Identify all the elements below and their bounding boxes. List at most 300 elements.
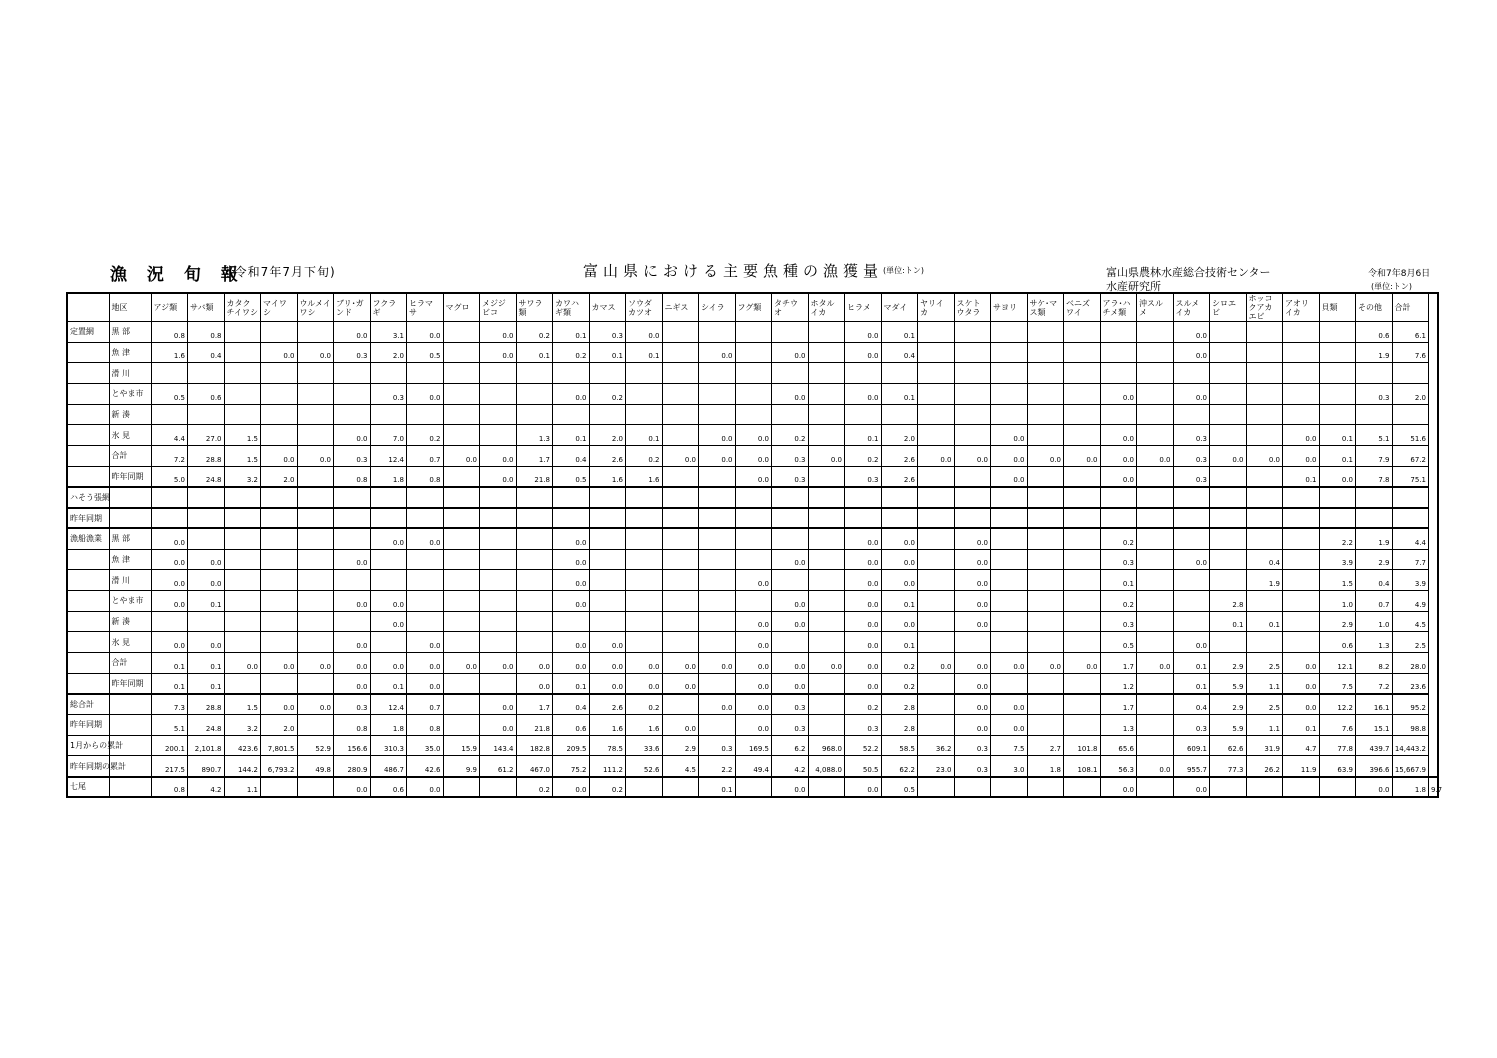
row-section-label: [67, 590, 109, 611]
column-header: 貝類: [1319, 293, 1356, 322]
table-cell: 4.4: [151, 425, 188, 446]
table-cell: [1064, 673, 1101, 694]
column-header: スケトウタラ: [954, 293, 991, 322]
table-cell: 56.3: [1100, 756, 1137, 777]
table-cell: 21.8: [516, 466, 553, 487]
table-cell: 111.2: [589, 756, 626, 777]
table-cell: 1.5: [224, 425, 261, 446]
table-cell: [918, 694, 955, 715]
table-cell: 1.7: [516, 446, 553, 467]
table-cell: 280.9: [334, 756, 371, 777]
table-row: [67, 322, 1438, 343]
table-cell: [1246, 777, 1283, 798]
table-cell: 0.0: [991, 715, 1028, 736]
table-caption: 富山県における主要魚種の漁獲量: [583, 262, 884, 280]
table-cell: 0.1: [1246, 611, 1283, 632]
table-cell: [954, 466, 991, 487]
table-cell: [1137, 363, 1174, 384]
table-cell: [1064, 694, 1101, 715]
table-cell: 1.0: [1356, 611, 1393, 632]
table-cell: [991, 549, 1028, 570]
table-cell: 23.0: [918, 756, 955, 777]
row-section-label: [67, 549, 109, 570]
table-cell: [516, 590, 553, 611]
table-cell: [1283, 404, 1320, 425]
table-cell: [662, 342, 699, 363]
row-section-label: 昨年同期: [67, 715, 109, 736]
table-cell: 0.1: [589, 342, 626, 363]
table-cell: 0.0: [553, 549, 590, 570]
table-cell: [480, 590, 517, 611]
table-cell: [735, 322, 772, 343]
table-cell: 0.0: [1137, 446, 1174, 467]
table-cell: 0.2: [589, 384, 626, 405]
table-cell: [334, 487, 371, 508]
table-cell: [1137, 487, 1174, 508]
table-cell: 0.0: [553, 590, 590, 611]
table-cell: 0.0: [480, 715, 517, 736]
table-cell: [1283, 611, 1320, 632]
table-cell: 0.0: [589, 653, 626, 674]
row-section-label: [67, 570, 109, 591]
table-cell: [407, 508, 444, 529]
table-cell: [443, 322, 480, 343]
table-cell: [480, 673, 517, 694]
table-cell: [261, 549, 298, 570]
table-cell: [370, 549, 407, 570]
table-cell: 0.0: [845, 528, 882, 549]
table-cell: [334, 363, 371, 384]
table-cell: [626, 549, 663, 570]
table-cell: 0.0: [297, 694, 334, 715]
table-cell: 1.2: [1100, 673, 1137, 694]
table-cell: 2.5: [1246, 694, 1283, 715]
table-cell: [297, 384, 334, 405]
table-cell: [297, 715, 334, 736]
table-cell: 98.8: [1392, 715, 1429, 736]
table-cell: 0.0: [1356, 777, 1393, 798]
table-cell: [516, 632, 553, 653]
table-cell: [224, 384, 261, 405]
row-section-label: [67, 653, 109, 674]
table-cell: 0.0: [735, 694, 772, 715]
table-cell: [589, 570, 626, 591]
table-cell: [407, 487, 444, 508]
table-cell: 1.3: [1100, 715, 1137, 736]
table-cell: [881, 363, 918, 384]
table-cell: [407, 611, 444, 632]
table-cell: 0.3: [1173, 446, 1210, 467]
row-section-label: [67, 384, 109, 405]
table-cell: [881, 508, 918, 529]
table-cell: 0.3: [1356, 384, 1393, 405]
table-cell: [954, 322, 991, 343]
table-cell: [1319, 363, 1356, 384]
table-cell: 0.0: [188, 549, 225, 570]
table-cell: 1.3: [1356, 632, 1393, 653]
table-cell: [626, 404, 663, 425]
table-cell: [662, 487, 699, 508]
table-cell: 62.6: [1210, 735, 1247, 756]
table-cell: 33.6: [626, 735, 663, 756]
table-cell: 9.9: [443, 756, 480, 777]
table-cell: [1173, 363, 1210, 384]
table-cell: [1100, 487, 1137, 508]
table-cell: [699, 404, 736, 425]
table-cell: 0.1: [881, 590, 918, 611]
table-cell: 0.0: [1137, 653, 1174, 674]
table-cell: [261, 570, 298, 591]
table-cell: 0.0: [1319, 466, 1356, 487]
table-cell: 28.0: [1392, 653, 1429, 674]
header-corner: [67, 293, 109, 322]
row-district-label: 新 湊: [109, 611, 151, 632]
table-cell: 0.0: [553, 632, 590, 653]
table-cell: [1246, 404, 1283, 425]
table-cell: 67.2: [1392, 446, 1429, 467]
table-cell: [662, 466, 699, 487]
table-cell: [1027, 777, 1064, 798]
table-cell: 0.0: [480, 446, 517, 467]
column-header: サケ･マス類: [1027, 293, 1064, 322]
table-cell: [370, 632, 407, 653]
table-cell: 0.0: [370, 528, 407, 549]
table-cell: [297, 777, 334, 798]
table-cell: 49.8: [297, 756, 334, 777]
table-cell: [662, 611, 699, 632]
table-cell: 28.8: [188, 446, 225, 467]
table-cell: [1137, 342, 1174, 363]
table-cell: [991, 487, 1028, 508]
column-header: その他: [1356, 293, 1393, 322]
table-cell: [1100, 322, 1137, 343]
table-row: [67, 404, 1438, 425]
table-cell: [261, 425, 298, 446]
table-cell: [589, 590, 626, 611]
table-cell: 2.6: [881, 466, 918, 487]
table-cell: [954, 363, 991, 384]
table-cell: [1137, 425, 1174, 446]
table-cell: [407, 363, 444, 384]
table-cell: 0.0: [772, 611, 809, 632]
column-header: フグ類: [735, 293, 772, 322]
table-cell: [224, 632, 261, 653]
table-cell: 0.6: [553, 715, 590, 736]
table-cell: 0.3: [845, 466, 882, 487]
table-cell: 1.8: [370, 466, 407, 487]
table-cell: 0.8: [334, 715, 371, 736]
table-cell: 169.5: [735, 735, 772, 756]
table-cell: [1210, 342, 1247, 363]
table-cell: [1064, 363, 1101, 384]
column-header: ホタルイカ: [808, 293, 845, 322]
table-cell: [626, 508, 663, 529]
table-cell: 1.5: [224, 446, 261, 467]
report-title: 漁 況 旬 報: [110, 265, 245, 285]
table-cell: 5.1: [151, 715, 188, 736]
table-row: [67, 673, 1438, 694]
table-cell: 0.3: [370, 384, 407, 405]
table-cell: [261, 322, 298, 343]
column-header: マグロ: [443, 293, 480, 322]
table-cell: [1210, 570, 1247, 591]
table-cell: 1.6: [626, 715, 663, 736]
table-cell: 0.0: [407, 528, 444, 549]
table-cell: [918, 549, 955, 570]
table-cell: 0.2: [626, 446, 663, 467]
table-cell: 0.1: [516, 342, 553, 363]
table-cell: 0.3: [845, 715, 882, 736]
table-cell: [808, 777, 845, 798]
table-cell: [297, 611, 334, 632]
table-cell: [1246, 590, 1283, 611]
table-cell: 7.2: [151, 446, 188, 467]
table-cell: [808, 632, 845, 653]
table-cell: 0.0: [735, 446, 772, 467]
table-cell: 0.0: [1173, 777, 1210, 798]
table-cell: 0.0: [297, 653, 334, 674]
table-cell: [991, 363, 1028, 384]
table-row: [67, 549, 1438, 570]
table-cell: [1392, 404, 1429, 425]
table-cell: [918, 487, 955, 508]
table-cell: 4.7: [1283, 735, 1320, 756]
table-cell: 0.0: [772, 549, 809, 570]
table-cell: [589, 611, 626, 632]
table-cell: [1064, 570, 1101, 591]
table-cell: [1246, 508, 1283, 529]
table-cell: 63.9: [1319, 756, 1356, 777]
table-cell: [1356, 508, 1393, 529]
table-cell: 9.7: [1429, 777, 1439, 798]
table-cell: [1027, 384, 1064, 405]
table-cell: [297, 528, 334, 549]
table-cell: 396.6: [1356, 756, 1393, 777]
table-cell: 1.1: [1246, 715, 1283, 736]
table-cell: 0.0: [735, 611, 772, 632]
column-header: スルメイカ: [1173, 293, 1210, 322]
column-header: ソウダカツオ: [626, 293, 663, 322]
table-cell: [1210, 777, 1247, 798]
table-row: [67, 653, 1438, 674]
table-cell: [808, 590, 845, 611]
table-cell: 0.0: [480, 342, 517, 363]
row-section-label: [67, 632, 109, 653]
table-cell: 3.2: [224, 715, 261, 736]
table-cell: [1027, 570, 1064, 591]
table-cell: 0.0: [553, 777, 590, 798]
table-cell: 0.0: [1100, 777, 1137, 798]
table-cell: [808, 694, 845, 715]
table-row: [67, 632, 1438, 653]
table-cell: 156.6: [334, 735, 371, 756]
table-cell: 0.8: [334, 466, 371, 487]
table-cell: 2.6: [881, 446, 918, 467]
table-cell: 968.0: [808, 735, 845, 756]
table-cell: 1.7: [1100, 694, 1137, 715]
table-cell: 0.3: [772, 694, 809, 715]
table-cell: [443, 487, 480, 508]
table-cell: [224, 611, 261, 632]
table-cell: 0.1: [553, 425, 590, 446]
table-cell: 7.6: [1319, 715, 1356, 736]
row-district-label: 合計: [109, 653, 151, 674]
table-cell: 6.1: [1392, 322, 1429, 343]
row-district-label: 黒 部: [109, 322, 151, 343]
table-cell: [1137, 322, 1174, 343]
table-cell: [662, 363, 699, 384]
table-cell: [297, 673, 334, 694]
table-cell: [224, 487, 261, 508]
table-cell: 7.7: [1392, 549, 1429, 570]
table-cell: 0.2: [845, 694, 882, 715]
column-header: カタクチイワシ: [224, 293, 261, 322]
table-cell: [224, 508, 261, 529]
table-cell: 0.0: [735, 466, 772, 487]
table-cell: 2.8: [1210, 590, 1247, 611]
table-cell: [1173, 611, 1210, 632]
table-cell: 7.8: [1356, 466, 1393, 487]
table-cell: [407, 549, 444, 570]
table-cell: 439.7: [1356, 735, 1393, 756]
table-cell: 0.0: [808, 653, 845, 674]
table-cell: 209.5: [553, 735, 590, 756]
table-cell: 3.2: [224, 466, 261, 487]
column-header: サワラ類: [516, 293, 553, 322]
table-cell: [991, 590, 1028, 611]
table-cell: 0.0: [553, 528, 590, 549]
table-cell: [1064, 322, 1101, 343]
table-cell: 15.1: [1356, 715, 1393, 736]
table-cell: 7.0: [370, 425, 407, 446]
table-cell: [808, 487, 845, 508]
table-row: [67, 446, 1438, 467]
table-cell: 15.9: [443, 735, 480, 756]
table-cell: [334, 508, 371, 529]
table-cell: 2.0: [1392, 384, 1429, 405]
table-cell: [1210, 508, 1247, 529]
table-cell: 23.6: [1392, 673, 1429, 694]
table-cell: [261, 508, 298, 529]
table-cell: [918, 384, 955, 405]
row-section-label: [67, 404, 109, 425]
table-cell: 0.2: [1100, 590, 1137, 611]
table-cell: 0.3: [772, 715, 809, 736]
table-cell: [224, 549, 261, 570]
table-cell: [188, 487, 225, 508]
table-cell: [772, 570, 809, 591]
table-cell: 0.3: [772, 446, 809, 467]
table-row: [67, 425, 1438, 446]
table-cell: [261, 384, 298, 405]
row-district-label: とやま市: [109, 384, 151, 405]
table-cell: [808, 508, 845, 529]
table-cell: 0.2: [772, 425, 809, 446]
table-cell: [1027, 508, 1064, 529]
table-cell: [1064, 466, 1101, 487]
table-cell: [1246, 425, 1283, 446]
table-cell: 0.1: [881, 632, 918, 653]
table-cell: 0.2: [1100, 528, 1137, 549]
table-cell: 0.3: [1173, 425, 1210, 446]
table-cell: [1137, 384, 1174, 405]
table-cell: 217.5: [151, 756, 188, 777]
table-cell: 7,801.5: [261, 735, 298, 756]
table-cell: [297, 322, 334, 343]
table-cell: [589, 508, 626, 529]
table-cell: [1173, 528, 1210, 549]
table-cell: 0.4: [188, 342, 225, 363]
table-cell: [261, 363, 298, 384]
table-cell: 4.5: [662, 756, 699, 777]
table-cell: [1064, 425, 1101, 446]
table-cell: 0.3: [334, 694, 371, 715]
table-cell: [1137, 611, 1174, 632]
table-cell: [1283, 549, 1320, 570]
row-district-label: 滑 川: [109, 363, 151, 384]
table-cell: [480, 363, 517, 384]
table-cell: [699, 528, 736, 549]
table-cell: 0.0: [151, 590, 188, 611]
table-cell: 50.5: [845, 756, 882, 777]
table-cell: [151, 363, 188, 384]
table-cell: [881, 487, 918, 508]
table-cell: [1210, 549, 1247, 570]
table-cell: 0.0: [699, 694, 736, 715]
table-cell: 12.4: [370, 446, 407, 467]
table-cell: 0.0: [662, 446, 699, 467]
table-cell: [297, 404, 334, 425]
table-cell: 0.7: [407, 446, 444, 467]
table-cell: [261, 528, 298, 549]
table-cell: 0.1: [699, 777, 736, 798]
table-cell: 62.2: [881, 756, 918, 777]
column-header: ヒラマサ: [407, 293, 444, 322]
table-cell: 0.0: [845, 570, 882, 591]
table-cell: [1283, 632, 1320, 653]
table-cell: 12.4: [370, 694, 407, 715]
table-cell: [1392, 363, 1429, 384]
table-cell: [480, 632, 517, 653]
table-cell: 0.0: [443, 653, 480, 674]
table-cell: [480, 777, 517, 798]
table-cell: [1173, 487, 1210, 508]
table-cell: 0.0: [1283, 653, 1320, 674]
table-cell: 0.0: [480, 653, 517, 674]
table-cell: [1246, 363, 1283, 384]
table-cell: 4,088.0: [808, 756, 845, 777]
table-cell: 4.9: [1392, 590, 1429, 611]
table-cell: 0.0: [918, 446, 955, 467]
table-cell: [626, 611, 663, 632]
column-header: ベニズワイ: [1064, 293, 1101, 322]
table-cell: [151, 611, 188, 632]
table-cell: 0.5: [151, 384, 188, 405]
table-cell: 0.0: [1173, 632, 1210, 653]
table-cell: [772, 508, 809, 529]
table-cell: [1356, 487, 1393, 508]
table-cell: [224, 404, 261, 425]
table-cell: 0.0: [881, 528, 918, 549]
table-cell: [808, 549, 845, 570]
table-cell: 1.9: [1356, 528, 1393, 549]
row-section-label: [67, 611, 109, 632]
table-cell: 0.1: [188, 590, 225, 611]
table-cell: [261, 632, 298, 653]
table-cell: 52.2: [845, 735, 882, 756]
table-cell: [1100, 508, 1137, 529]
table-cell: 61.2: [480, 756, 517, 777]
